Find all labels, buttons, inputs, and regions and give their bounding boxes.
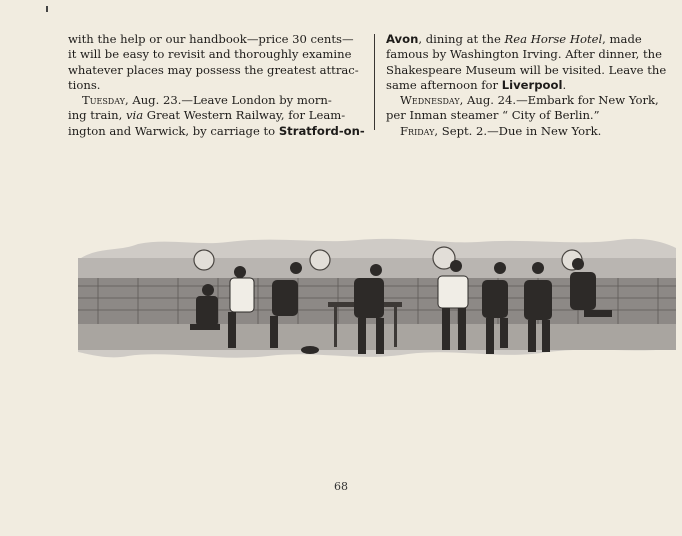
text-line: , Sept. 2.—Due in New York. [434, 123, 602, 138]
text-line: with the help or our handbook—price 30 cents— [68, 32, 354, 46]
place-name: Liverpool [501, 77, 563, 92]
tuesday-paragraph [68, 93, 366, 139]
ink-speck [46, 6, 48, 12]
day-name: Tuesday [82, 93, 125, 108]
text-line: same afternoon for [386, 77, 502, 92]
text-line: Great Western Railway, for Leam- [143, 108, 346, 123]
text-line: . [562, 77, 567, 92]
place-name: Avon [386, 32, 419, 46]
text-line: tions. [68, 77, 101, 92]
place-name: Stratford-on- [278, 123, 365, 138]
text-line: per Inman steamer “ City of Berlin.” [386, 108, 600, 123]
avon-paragraph [386, 32, 676, 93]
hat-on-floor [301, 346, 319, 354]
right-column [386, 32, 676, 139]
text-line: , Aug. 24.—Embark for New York, [459, 93, 659, 108]
wednesday-paragraph [386, 93, 676, 124]
train-carriage-illustration [78, 236, 676, 368]
text-line: ing train, [68, 108, 126, 123]
text-line: , Aug. 23.—Leave London by morn- [124, 93, 332, 108]
day-name: Friday [400, 123, 435, 138]
text-line: , dining at the [418, 32, 505, 46]
text-line: it will be easy to revisit and thoroughly examine [68, 47, 352, 62]
text-line: ington and Warwick, by carriage to [68, 123, 279, 138]
text-line: , made [602, 32, 642, 46]
italic-word: via [125, 108, 144, 123]
hotel-name: Rea Horse Hotel [504, 32, 603, 46]
handbook-paragraph [68, 32, 366, 93]
day-name: Wednesday [400, 93, 460, 108]
text-line: famous by Washington Irving. After dinner, the [386, 47, 662, 62]
text-line: Shakespeare Museum will be visited. Leave the [386, 62, 667, 77]
left-column [68, 32, 366, 139]
column-divider [374, 34, 375, 130]
page-number: 68 [334, 480, 348, 493]
text-line: whatever places may possess the greatest attrac- [68, 62, 359, 77]
friday-paragraph [386, 124, 676, 139]
